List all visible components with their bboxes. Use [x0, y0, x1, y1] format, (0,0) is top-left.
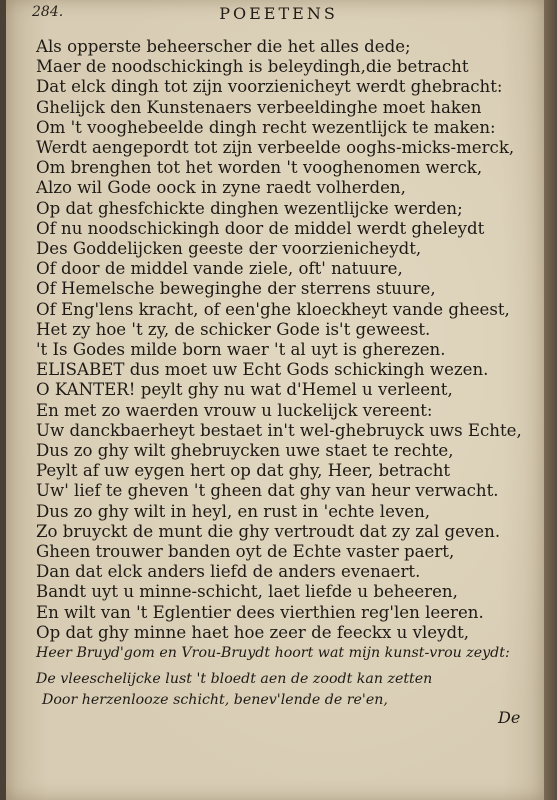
poem-line-italic: De vleeschelijcke lust 't bloedt aen de zoodt kan zetten — [36, 671, 433, 687]
poem-line: Zo bruyckt de munt die ghy vertroudt dat zy zal geven. — [36, 521, 501, 541]
poem-line: Peylt af uw eygen hert op dat ghy, Heer, betracht — [36, 461, 451, 481]
running-head: POEETENS — [219, 4, 338, 23]
poem-line: Alzo wil Gode oock in zyne raedt volherden, — [36, 178, 406, 198]
poem-line: ELISABET dus moet uw Echt Gods schickingh wezen. — [36, 360, 489, 380]
page-number: 284. — [32, 4, 64, 20]
poem-line: Bandt uyt u minne-schicht, laet liefde u beheeren, — [36, 582, 458, 602]
poem-line: Of Hemelsche beweginghe der sterrens stuure, — [36, 279, 436, 299]
poem-line: Uw danckbaerheyt bestaet in't wel-ghebruyck uws Echte, — [36, 420, 522, 440]
catchword: De — [498, 708, 521, 727]
poem-line: Dat elck dingh tot zijn voorzienicheyt werdt ghebracht: — [36, 77, 503, 97]
poem-line: Of Eng'lens kracht, of een'ghe kloeckheyt vande gheest, — [36, 299, 510, 319]
poem-line: O KANTER! peylt ghy nu wat d'Hemel u verleent, — [36, 380, 453, 400]
page-header — [0, 4, 557, 26]
poem-line: Als opperste beheerscher die het alles dede; — [36, 37, 411, 56]
poem-line: Of nu noodschickingh door de middel werdt gheleydt — [36, 218, 485, 238]
poem-line: Het zy hoe 't zy, de schicker Gode is't geweest. — [36, 319, 431, 339]
poem-line: Op dat ghy minne haet hoe zeer de feeckx u vleydt, — [36, 622, 470, 642]
poem-line: Dan dat elck anders liefd de anders evenaert. — [36, 562, 421, 582]
poem-line: Ghelijck den Kunstenaers verbeeldinghe moet haken — [36, 97, 482, 117]
poem-line-italic: Door herzenlooze schicht, benev'lende de re'en, — [42, 692, 388, 708]
poem-line: 't Is Godes milde born waer 't al uyt is gherezen. — [36, 340, 446, 359]
poem-line: Heer Bruyd'gom en Vrou-Bruydt hoort wat mijn kunst-vrou zeydt: — [36, 645, 510, 661]
poem-line: Uw' lief te gheven 't gheen dat ghy van heur verwacht. — [36, 481, 499, 501]
poem-line: Dus zo ghy wilt ghebruycken uwe staet te rechte, — [36, 441, 454, 460]
poem-line: Op dat ghesfchickte dinghen wezentlijcke werden; — [36, 198, 463, 218]
poem-line: Om 't vooghebeelde dingh recht wezentlijck te maken: — [36, 117, 496, 137]
page-edge — [544, 0, 557, 800]
poem-line: Dus zo ghy wilt in heyl, en rust in 'echte leven, — [36, 501, 431, 521]
poem-line: Des Goddelijcken geeste der voorzienicheydt, — [36, 239, 422, 258]
poem-line: Of door de middel vande ziele, oft' natuure, — [36, 259, 403, 279]
poem-line: Om brenghen tot het worden 't vooghenomen werck, — [36, 158, 483, 178]
poem-line: Gheen trouwer banden oyt de Echte vaster paert, — [36, 542, 455, 561]
poem-line: En wilt van 't Eglentier dees vierthien reg'len leeren. — [36, 602, 484, 622]
poem-line: En met zo waerden vrouw u luckelijck vereent: — [36, 400, 433, 420]
poem-line: Werdt aengepordt tot zijn verbeelde ooghs-micks-merck, — [36, 138, 515, 157]
poem-line: Maer de noodschickingh is beleydingh,die betracht — [36, 57, 469, 77]
